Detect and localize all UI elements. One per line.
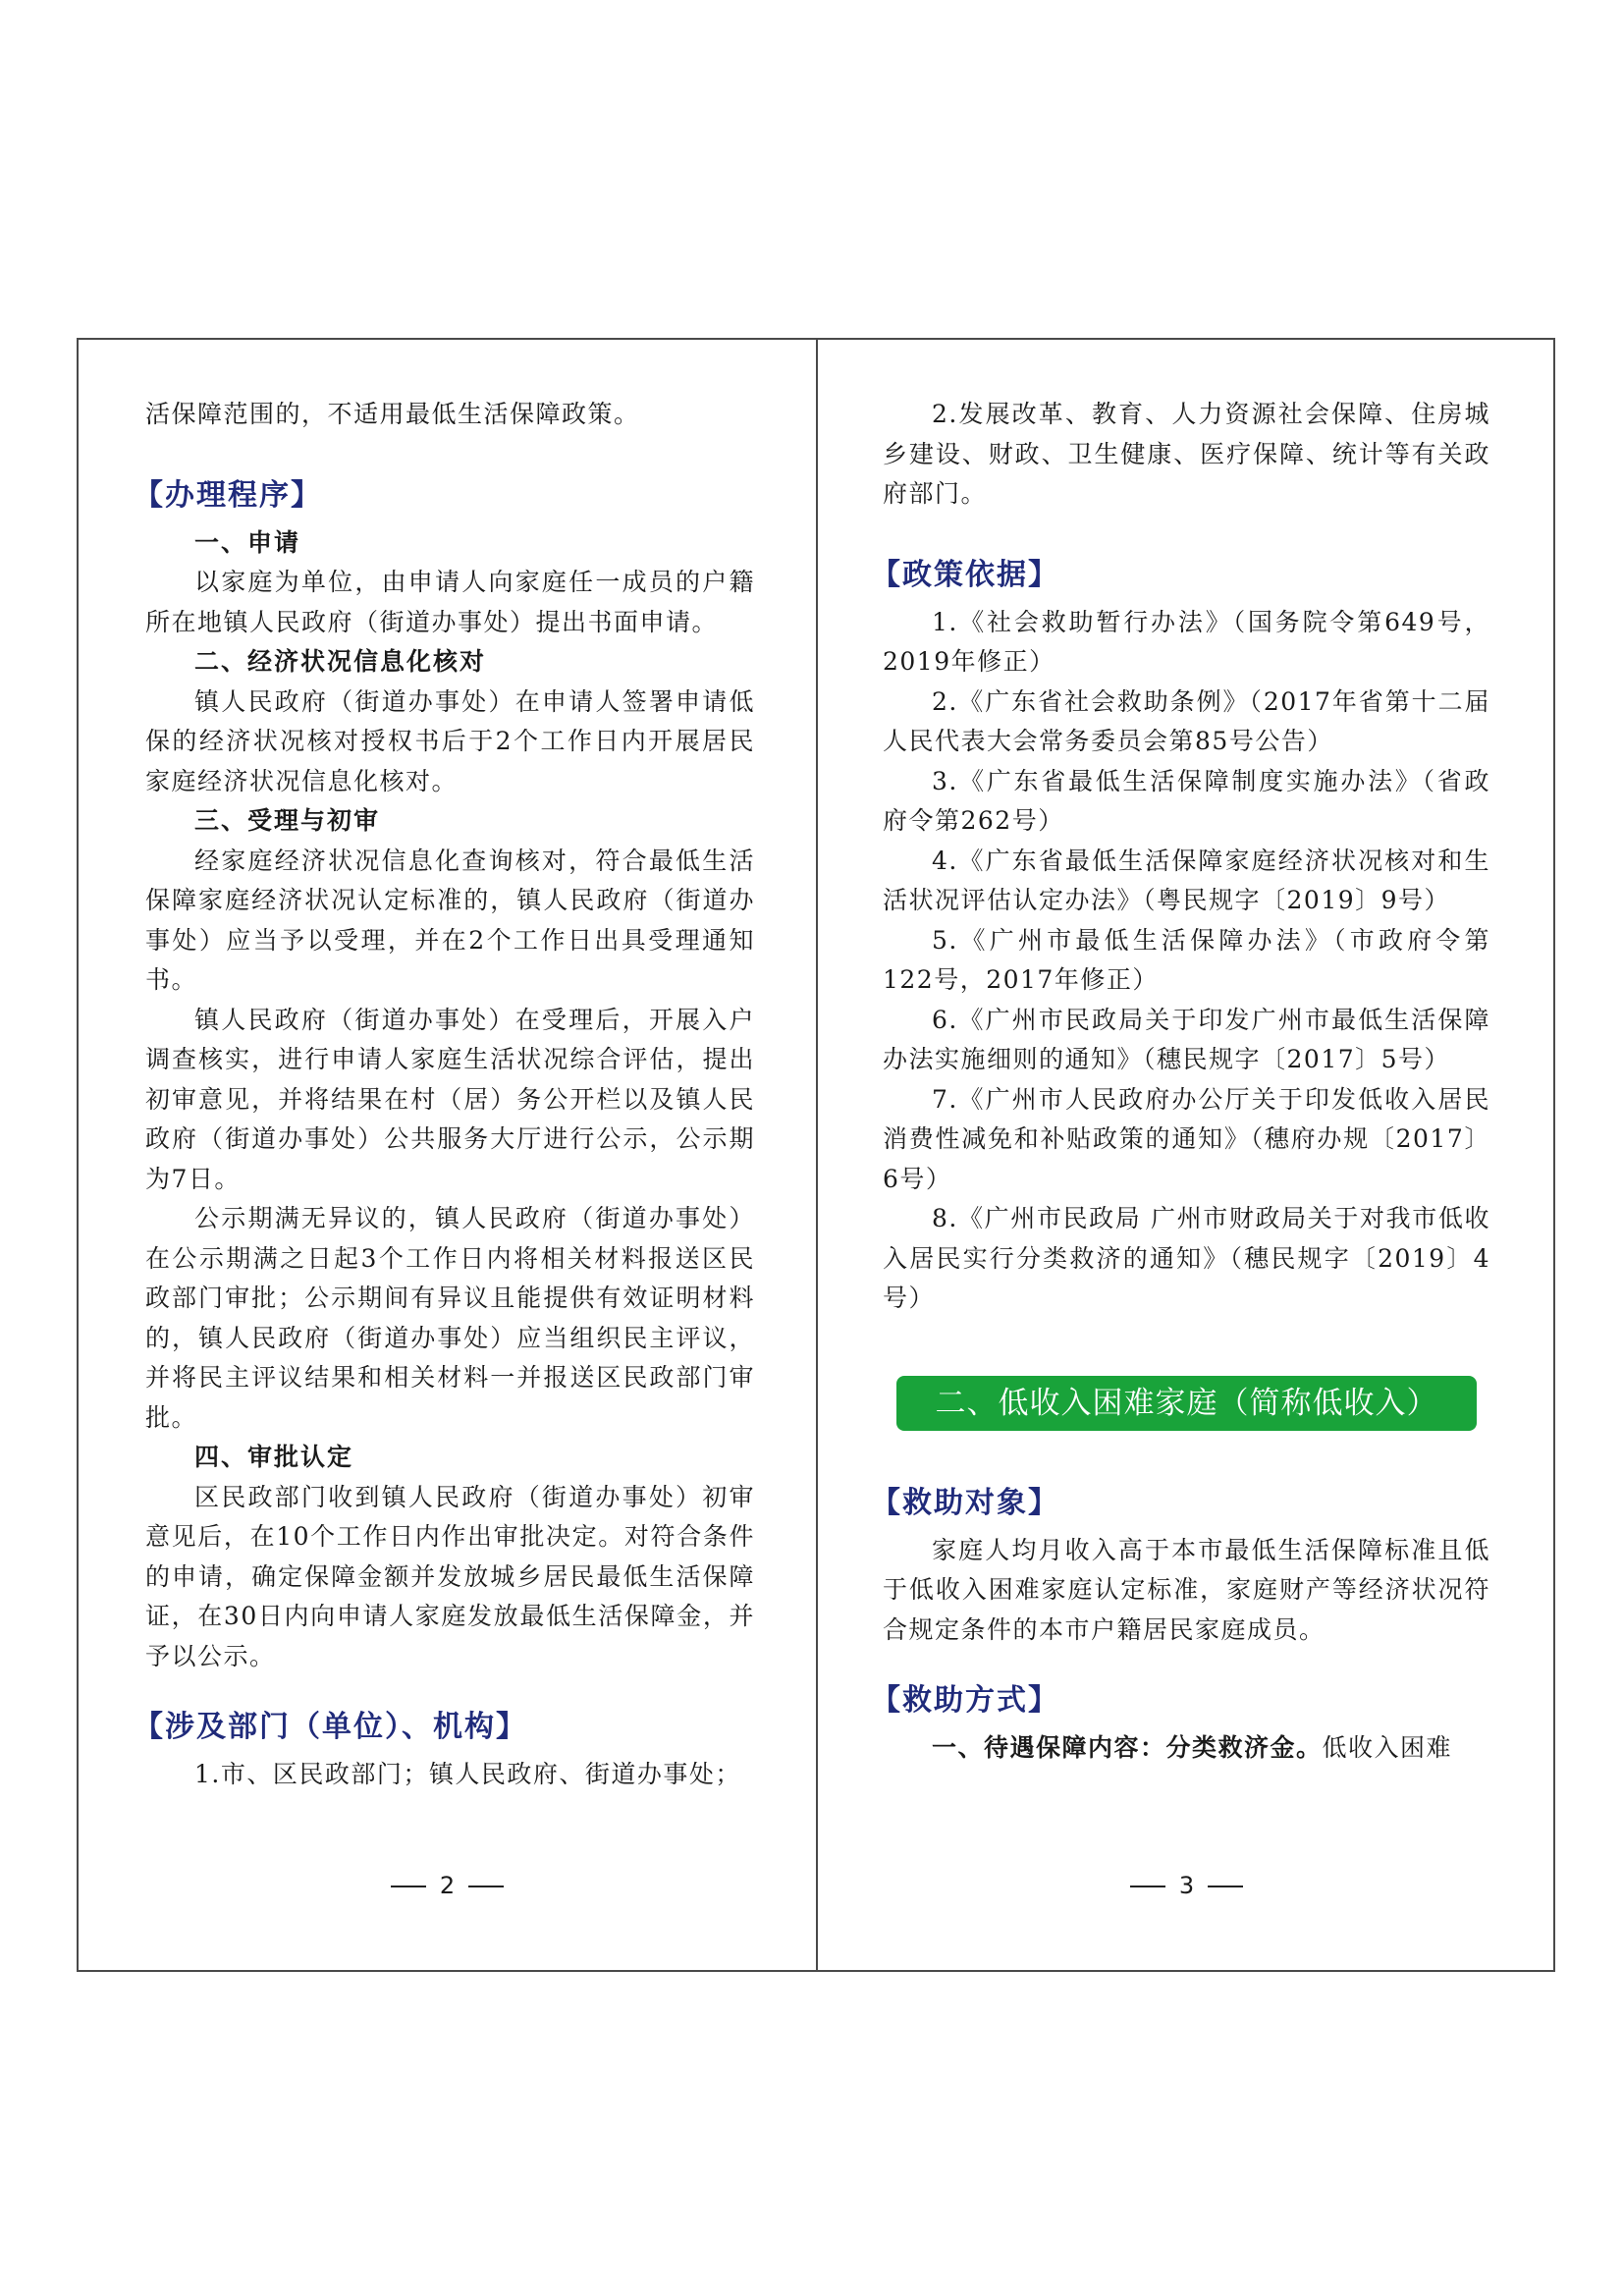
policy-heading: 【政策依据】 <box>871 557 1059 592</box>
page-right-content <box>871 395 1490 1769</box>
method-lead-rest: 低收入困难 <box>1322 1733 1453 1762</box>
page-left-content <box>134 395 755 1795</box>
page-number-dash <box>468 1886 504 1887</box>
method-text <box>883 1728 1490 1769</box>
step-1-title: 一、申请 <box>194 527 301 557</box>
page-number-left <box>79 1872 816 1899</box>
step-3-title: 三、受理与初审 <box>194 806 381 835</box>
booklet-spread <box>77 338 1555 1972</box>
page-number-dash <box>1208 1886 1243 1887</box>
method-lead-bold: 一、待遇保障内容：分类救济金。 <box>932 1733 1323 1762</box>
step-3-text-1: 经家庭经济状况信息化查询核对，符合最低生活保障家庭经济状况认定标准的，镇人民政府（街道办事处）应当予以受理，并在2个工作日出具受理通知书。 <box>145 846 755 994</box>
step-3-text-2: 镇人民政府（街道办事处）在受理后，开展入户调查核实，进行申请人家庭生活状况综合评估，提出初审意见，并将结果在村（居）务公开栏以及镇人民政府（街道办事处）公共服务大厅进行公示，公示期为7日。 <box>145 1005 755 1193</box>
target-heading: 【救助对象】 <box>871 1485 1059 1520</box>
target-text: 家庭人均月收入高于本市最低生活保障标准且低于低收入困难家庭认定标准，家庭财产等经济状况符合规定条件的本市户籍居民家庭成员。 <box>883 1535 1490 1644</box>
intro-text: 活保障范围的，不适用最低生活保障政策。 <box>145 400 640 428</box>
step-1-text: 以家庭为单位，由申请人向家庭任一成员的户籍所在地镇人民政府（街道办事处）提出书面申请。 <box>145 568 755 636</box>
departments-item-1: 1.市、区民政部门；镇人民政府、街道办事处； <box>194 1760 741 1788</box>
step-2-text: 镇人民政府（街道办事处）在申请人签署申请低保的经济状况核对授权书后于2个工作日内开展居民家庭经济状况信息化核对。 <box>145 686 755 795</box>
section-2-banner: 二、低收入困难家庭（简称低收入） <box>896 1376 1477 1431</box>
policy-item-4: 4.《广东省最低生活保障家庭经济状况核对和生活状况评估认定办法》（粤民规字〔2019〕9号） <box>883 846 1490 914</box>
page-number-value: 3 <box>1178 1872 1195 1899</box>
page-number-value: 2 <box>439 1872 456 1899</box>
policy-item-7: 7.《广州市人民政府办公厅关于印发低收入居民消费性减免和补贴政策的通知》（穗府办规〔2017〕6号） <box>883 1084 1490 1193</box>
page-number-dash <box>391 1886 426 1887</box>
policy-item-2: 2.《广东省社会救助条例》（2017年省第十二届人民代表大会常务委员会第85号公告） <box>883 686 1490 755</box>
policy-item-6: 6.《广州市民政局关于印发广州市最低生活保障办法实施细则的通知》（穗民规字〔2017〕5号） <box>883 1005 1490 1073</box>
procedure-heading: 【办理程序】 <box>134 477 322 513</box>
step-2-title: 二、经济状况信息化核对 <box>194 647 487 676</box>
policy-item-8: 8.《广州市民政局 广州市财政局关于对我市低收入居民实行分类救济的通知》（穗民规字〔2019〕4号） <box>883 1204 1490 1312</box>
departments-heading: 【涉及部门（单位）、机构】 <box>134 1710 527 1744</box>
page-number-dash <box>1130 1886 1165 1887</box>
step-3-text-3: 公示期满无异议的，镇人民政府（街道办事处）在公示期满之日起3个工作日内将相关材料报送区民政部门审批；公示期间有异议且能提供有效证明材料的，镇人民政府（街道办事处）应当组织民主评议，并将民主评议结果和相关材料一并报送区民政部门审批。 <box>145 1204 755 1432</box>
departments-item-2: 2.发展改革、教育、人力资源社会保障、住房城乡建设、财政、卫生健康、医疗保障、统计等有关政府部门。 <box>883 400 1490 508</box>
method-heading: 【救助方式】 <box>871 1683 1059 1718</box>
page-right <box>818 340 1555 1970</box>
policy-item-1: 1.《社会救助暂行办法》（国务院令第649号，2019年修正） <box>883 607 1490 676</box>
page-left <box>79 340 818 1970</box>
step-4-title: 四、审批认定 <box>194 1443 354 1471</box>
step-4-text: 区民政部门收到镇人民政府（街道办事处）初审意见后，在10个工作日内作出审批决定。对符合条件的申请，确定保障金额并发放城乡居民最低生活保障证，在30日内向申请人家庭发放最低生活保障金，并予以公示。 <box>145 1482 755 1670</box>
page-number-right <box>818 1872 1555 1899</box>
policy-item-3: 3.《广东省最低生活保障制度实施办法》（省政府令第262号） <box>883 766 1490 835</box>
policy-item-5: 5.《广州市最低生活保障办法》（市政府令第122号，2017年修正） <box>883 925 1490 994</box>
